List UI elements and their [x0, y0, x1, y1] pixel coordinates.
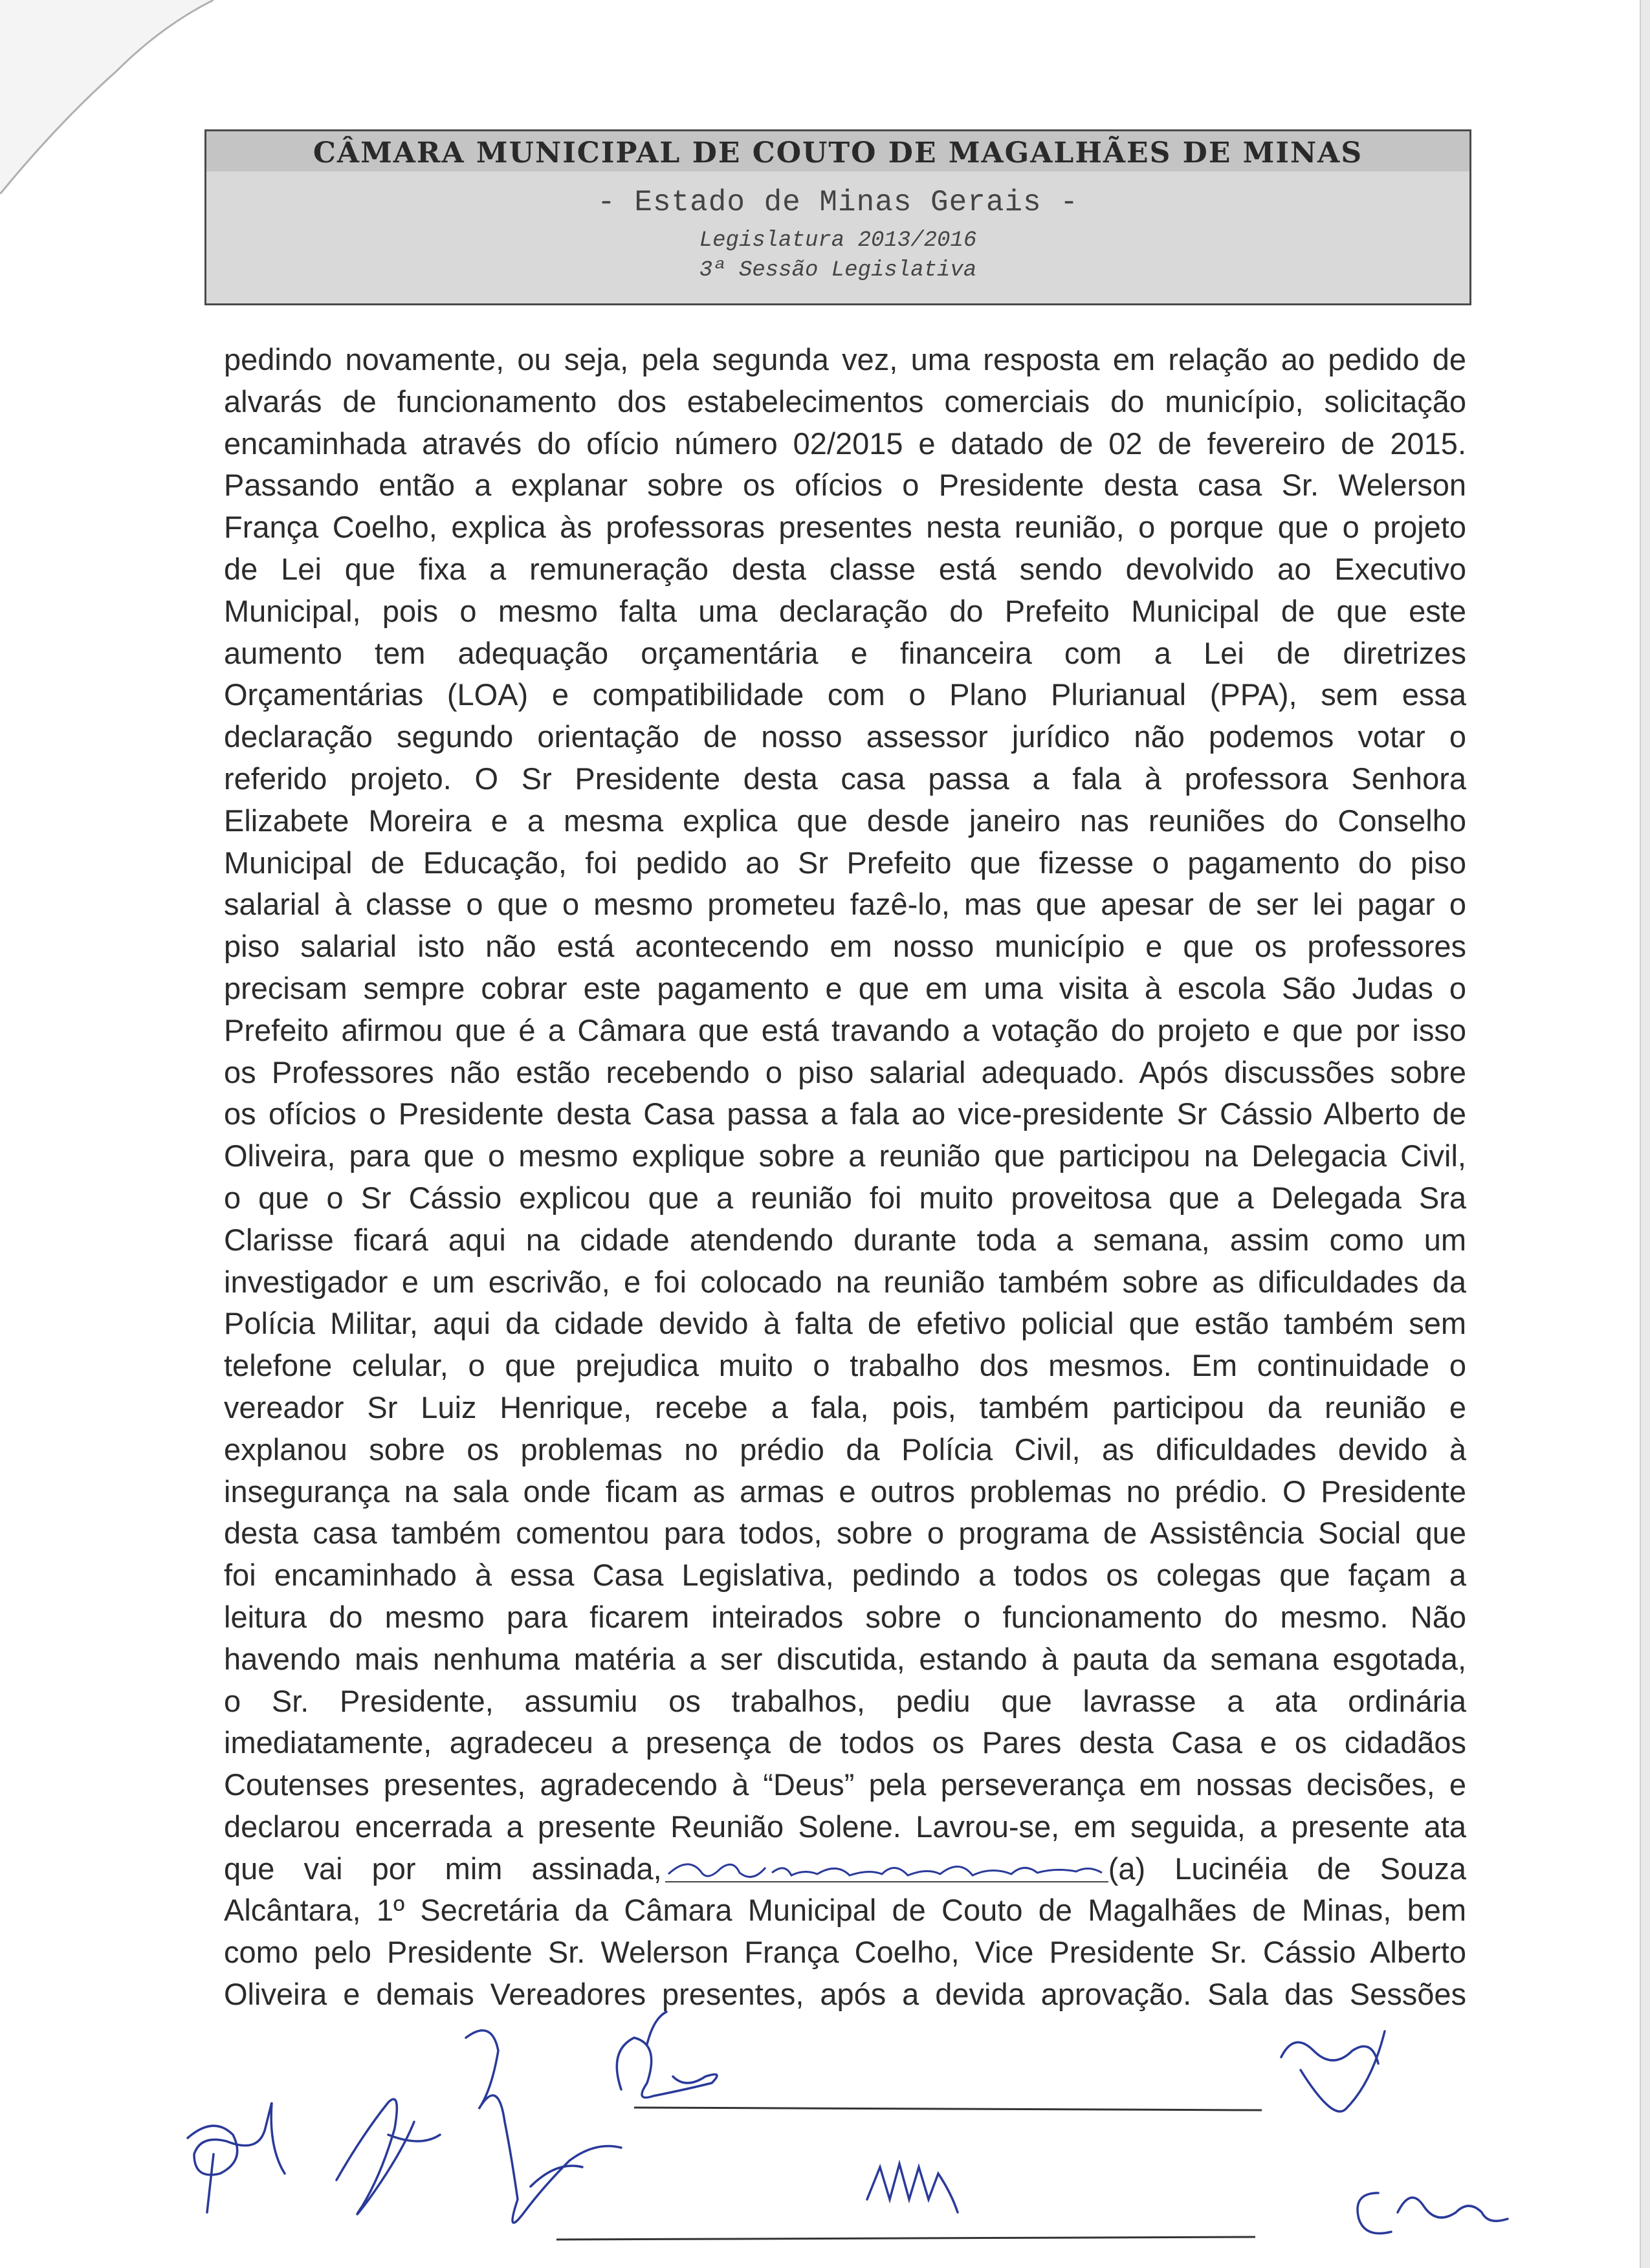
- signature-7: [1358, 2193, 1508, 2234]
- text-line: declarou encerrada a presente Reunião Solene. Lavrou-se, em seguida, a presente ata: [224, 1809, 1466, 1844]
- text-line: precisam sempre cobrar este pagamento e que em uma visita à escola São Judas o: [224, 970, 1466, 1005]
- text-line: como pelo Presidente Sr. Welerson França Coelho, Vice Presidente Sr. Cássio Alberto: [224, 1935, 1466, 1970]
- minutes-text: [224, 339, 1466, 2016]
- document-header: [204, 129, 1471, 305]
- text-line: Orçamentárias (LOA) e compatibilidade com o Plano Plurianual (PPA), sem essa: [224, 677, 1466, 712]
- text-line: Passando então a explanar sobre os ofícios o Presidente desta casa Sr. Welerson: [224, 468, 1466, 503]
- signature-1: [188, 2102, 285, 2212]
- text-line: telefone celular, o que prejudica muito o trabalho dos mesmos. Em continuidade o: [224, 1348, 1466, 1383]
- text-line: os Professores não estão recebendo o piso salarial adequado. Após discussões sobre: [224, 1054, 1466, 1089]
- header-title: CÂMARA MUNICIPAL DE COUTO DE MAGALHÃES DE MINAS: [313, 136, 1363, 169]
- signature-6: [1281, 2031, 1385, 2111]
- text-line: alvarás de funcionamento dos estabelecimentos comerciais do município, solicitação: [224, 384, 1466, 419]
- text-line: foi encaminhado à essa Casa Legislativa, pedindo a todos os colegas que façam a: [224, 1558, 1466, 1593]
- signed-line-before: que vai por mim assinada,: [224, 1851, 662, 1886]
- text-line: Clarisse ficará aqui na cidade atendendo durante toda a semana, assim como um: [224, 1222, 1466, 1257]
- text-line: Oliveira, para que o mesmo explique sobre a reunião que participou na Delegacia Civil,: [224, 1139, 1466, 1173]
- signature-line-2: [556, 2237, 1255, 2240]
- text-line: Prefeito afirmou que é a Câmara que está travando a votação do projeto e que por isso: [224, 1012, 1466, 1047]
- text-line: vereador Sr Luiz Henrique, recebe a fala, pois, também participou da reunião e: [224, 1390, 1466, 1424]
- text-line: Oliveira e demais Vereadores presentes, após a devida aprovação. Sala das Sessões: [224, 1977, 1466, 2012]
- signed-line: [224, 1848, 1466, 1890]
- page-edge: [1640, 0, 1650, 2268]
- text-line: aumento tem adequação orçamentária e financeira com a Lei de diretrizes: [224, 635, 1466, 670]
- signature-line-1: [634, 2108, 1262, 2110]
- text-line: pedindo novamente, ou seja, pela segunda vez, uma resposta em relação ao pedido de: [224, 342, 1466, 376]
- text-line: o que o Sr Cássio explicou que a reunião foi muito proveitosa que a Delegada Sra: [224, 1180, 1466, 1215]
- signature-5: [867, 2164, 958, 2212]
- header-session: 3ª Sessão Legislativa: [699, 258, 977, 283]
- minutes-paragraph: [224, 339, 1466, 1848]
- text-line: declaração segundo orientação de nosso assessor jurídico não podemos votar o: [224, 719, 1466, 754]
- text-line: desta casa também comentou para todos, sobre o programa de Assistência Social que: [224, 1516, 1466, 1551]
- text-line: Coutenses presentes, agradecendo à “Deus” pela perseverança em nossas decisões, e: [224, 1767, 1466, 1802]
- text-line: referido projeto. O Sr Presidente desta casa passa a fala à professora Senhora: [224, 761, 1466, 796]
- text-line: salarial à classe o que o mesmo prometeu fazê-lo, mas que apesar de ser lei pagar o: [224, 887, 1466, 922]
- text-line: o Sr. Presidente, assumiu os trabalhos, pediu que lavrasse a ata ordinária: [224, 1683, 1466, 1718]
- minutes-closing: [224, 1890, 1466, 2015]
- text-line: investigador e um escrivão, e foi colocado na reunião também sobre as dificuldades da: [224, 1264, 1466, 1299]
- text-line: Polícia Militar, aqui da cidade devido à falta de efetivo policial que estão também sem: [224, 1306, 1466, 1341]
- signature-3: [466, 2031, 621, 2223]
- text-line: Alcântara, 1º Secretária da Câmara Municipal de Couto de Magalhães de Minas, bem: [224, 1893, 1466, 1928]
- text-line: França Coelho, explica às professoras presentes nesta reunião, o porque que o projeto: [224, 510, 1466, 545]
- text-line: Municipal de Educação, foi pedido ao Sr Prefeito que fizesse o pagamento do piso: [224, 845, 1466, 880]
- text-line: Municipal, pois o mesmo falta uma declaração do Prefeito Municipal de que este: [224, 593, 1466, 628]
- header-legislature: Legislatura 2013/2016: [699, 228, 977, 253]
- text-line: encaminhada através do ofício número 02/2015 e datado de 02 de fevereiro de 2015.: [224, 426, 1466, 461]
- signature-4: [617, 2012, 717, 2098]
- header-state: - Estado de Minas Gerais -: [597, 186, 1079, 219]
- text-line: Elizabete Moreira e a mesma explica que desde janeiro nas reuniões do Conselho: [224, 803, 1466, 838]
- text-line: havendo mais nenhuma matéria a ser discutida, estando à pauta da semana esgotada,: [224, 1641, 1466, 1676]
- text-line: de Lei que fixa a remuneração desta classe está sendo devolvido ao Executivo: [224, 551, 1466, 586]
- text-line: leitura do mesmo para ficarem inteirados sobre o funcionamento do mesmo. Não: [224, 1599, 1466, 1634]
- signed-line-after: (a) Lucinéia de Souza: [1108, 1851, 1466, 1886]
- folded-corner: [0, 0, 214, 194]
- text-line: piso salarial isto não está acontecendo em nosso município e que os professores: [224, 929, 1466, 964]
- text-line: insegurança na sala onde ficam as armas e outros problemas no prédio. O Presidente: [224, 1474, 1466, 1509]
- text-line: explanou sobre os problemas no prédio da Polícia Civil, as dificuldades devido à: [224, 1432, 1466, 1467]
- text-line: os ofícios o Presidente desta Casa passa a fala ao vice-presidente Sr Cássio Alberto de: [224, 1096, 1466, 1131]
- secretary-signature: [662, 1849, 1108, 1888]
- text-line: imediatamente, agradeceu a presença de todos os Pares desta Casa e os cidadãos: [224, 1725, 1466, 1760]
- signature-2: [336, 2099, 440, 2214]
